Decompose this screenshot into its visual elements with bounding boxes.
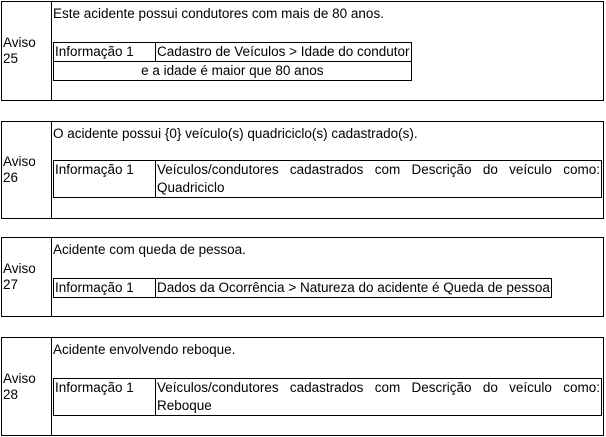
aviso-description: Acidente com queda de pessoa. [53,242,246,257]
info-row [54,161,602,198]
info-extra-row [54,62,412,81]
aviso-label-cell [2,122,52,218]
aviso-label-cell [2,338,52,435]
aviso-description: Acidente envolvendo reboque. [53,342,236,357]
info-row [54,379,602,416]
info-key: Informação 1 [54,43,156,62]
info-row [54,43,412,62]
info-table [53,42,412,81]
info-key: Informação 1 [54,379,156,416]
aviso-block-25 [1,1,604,101]
info-table [53,378,602,416]
info-value: Cadastro de Veículos > Idade do condutor [156,43,412,62]
aviso-description: Este acidente possui condutores com mais de 80 anos. [53,6,384,21]
aviso-label: Aviso 28 [3,370,36,402]
aviso-label-cell [2,238,52,316]
aviso-label-cell [2,2,52,100]
info-table [53,278,552,298]
aviso-block-28 [1,337,604,436]
aviso-block-27 [1,237,604,317]
aviso-content-cell [52,338,603,435]
aviso-description: O acidente possui {0} veículo(s) quadriciclo(s) cadastrado(s). [53,126,418,141]
info-value: Veículos/condutores cadastrados com Descrição do veículo como: Reboque [156,379,602,416]
aviso-content-cell [52,238,603,316]
aviso-label: Aviso 27 [3,261,36,292]
info-key: Informação 1 [54,161,156,198]
info-row [54,279,552,298]
info-table [53,160,602,198]
aviso-content-cell [52,122,603,218]
aviso-label: Aviso 25 [3,35,36,66]
info-key: Informação 1 [54,279,156,298]
info-extra: e a idade é maior que 80 anos [54,62,412,81]
info-value: Dados da Ocorrência > Natureza do acidente é Queda de pessoa [156,279,552,298]
aviso-block-26 [1,121,604,219]
aviso-label: Aviso 26 [3,154,36,185]
aviso-content-cell [52,2,603,100]
info-value: Veículos/condutores cadastrados com Descrição do veículo como: Quadriciclo [156,161,602,198]
